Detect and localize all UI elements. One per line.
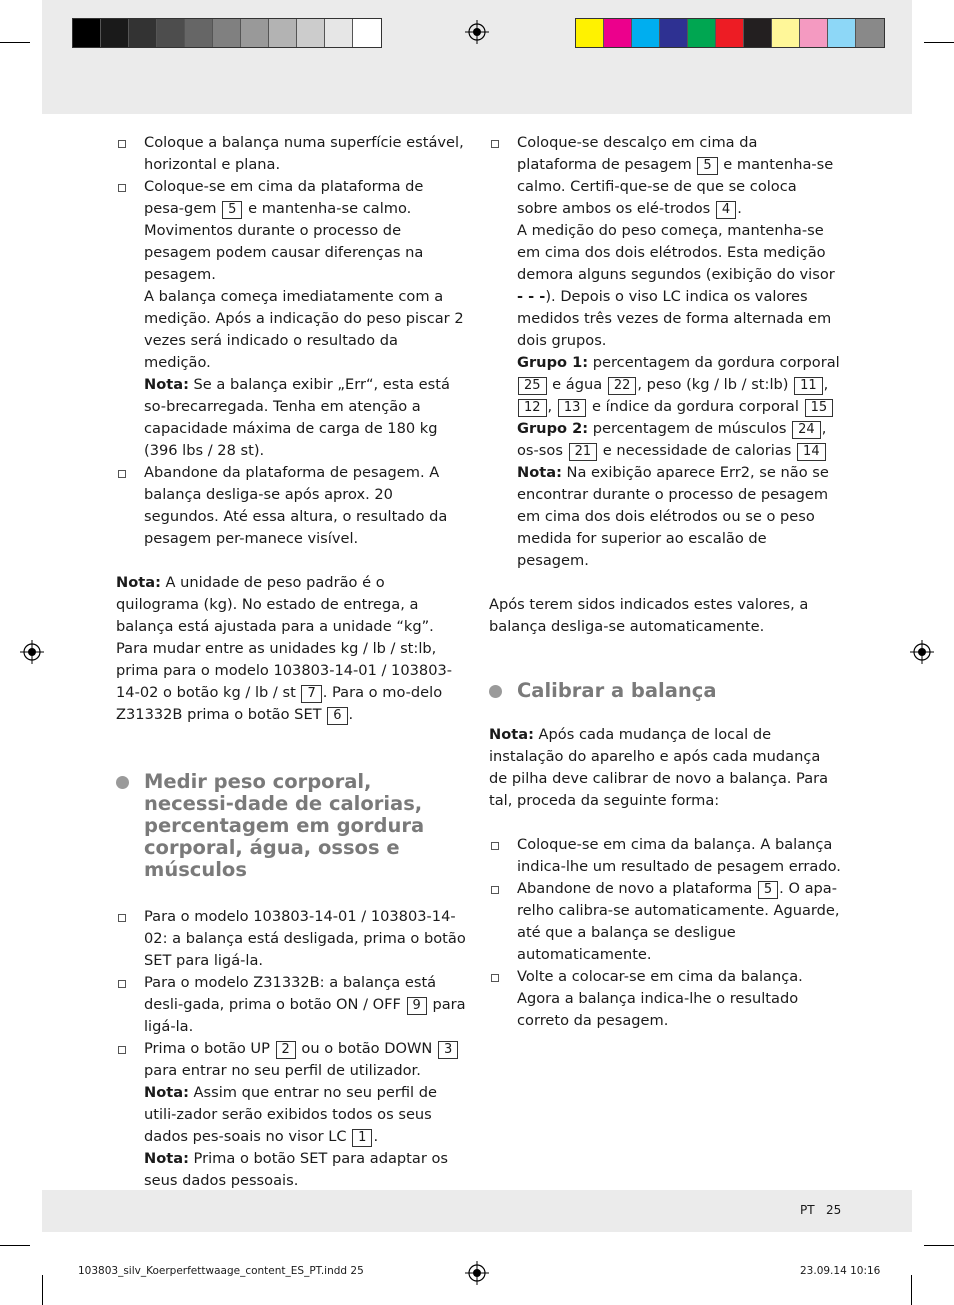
color-swatch (353, 19, 381, 47)
color-swatch (269, 19, 297, 47)
part-number-box: 24 (792, 421, 821, 439)
note-label: Nota: (144, 1084, 189, 1101)
color-swatch (800, 19, 828, 47)
part-number-box: 14 (797, 443, 826, 461)
note-label: Nota: (116, 574, 161, 591)
part-number-box: 3 (438, 1041, 458, 1059)
color-swatch (101, 19, 129, 47)
date-slug: 23.09.14 10:16 (800, 1265, 881, 1277)
list-item: Prima o botão UP 2 ou o botão DOWN 3 para entrar no seu perfil de utilizador. Nota: Assim que entrar no seu perfil de utili-zador serão exibidos todos os seus dados pes-soais no visor LC 1 . Nota: Prima o botão SET para adaptar os seus dados pessoais. (116, 1038, 466, 1192)
color-swatch (772, 19, 800, 47)
crop-mark (0, 42, 30, 43)
part-number-box: 25 (518, 377, 547, 395)
list-item: Abandone de novo a plataforma 5 . O apa-relho calibra-se automaticamente. Aguarde, até que a balança se desligue automaticamente. (489, 878, 841, 966)
part-number-box: 2 (276, 1041, 296, 1059)
crop-mark (911, 1275, 912, 1305)
part-number-box: 5 (758, 881, 778, 899)
registration-mark-icon (20, 640, 44, 664)
page-number: 25 (826, 1203, 842, 1217)
note-paragraph: Nota: A unidade de peso padrão é o quilograma (kg). No estado de entrega, a balança está ajustada para a unidade “kg”. Para mudar entre as unidades kg / lb / st:lb, prima para o modelo 103803-14-01 / 103803-14-02 o botão kg / lb / st 7 . Para o mo-delo Z31332B prima o botão SET 6 . (116, 574, 453, 723)
grayscale-color-bar (72, 18, 382, 48)
paragraph: A balança começa imediatamente com a medição. Após a indicação do peso piscar 2 vezes será indicado o resultado da medição. (144, 288, 464, 371)
list-item: Volte a colocar-se em cima da balança. Agora a balança indica-lhe o resultado correto da pesagem. (489, 966, 841, 1032)
registration-mark-icon (465, 20, 489, 44)
footer-band (42, 1190, 912, 1232)
part-number-box: 22 (608, 377, 637, 395)
list-item: Para o modelo 103803-14-01 / 103803-14-02: a balança está desligada, prima o botão SET para ligá-la. (116, 906, 466, 972)
note-label: Nota: (517, 464, 562, 481)
list-item: Coloque-se em cima da plataforma de pesa-gem 5 e mantenha-se calmo. Movimentos durante o processo de pesagem podem causar diferenças na pesagem. A balança começa imediatamente com a medição. Após a indicação do peso piscar 2 vezes será indicado o resultado da medição. Nota: Se a balança exibir „Err“, esta está so-brecarregada. Tenha em atenção a capacidade máxima de carga de 180 kg (396 lbs / 28 st). (116, 176, 466, 462)
crop-mark (924, 42, 954, 43)
section-heading: Medir peso corporal, necessi-dade de calorias, percentagem em gordura corporal, água, ossos e músculos (116, 771, 466, 881)
part-number-box: 9 (407, 997, 427, 1015)
color-swatch (213, 19, 241, 47)
note-label: Nota: (144, 376, 189, 393)
color-swatch (688, 19, 716, 47)
part-number-box: 5 (697, 157, 717, 175)
part-number-box: 21 (569, 443, 598, 461)
list-item: Coloque-se em cima da balança. A balança indica-lhe um resultado de pesagem errado. (489, 834, 841, 878)
part-number-box: 4 (716, 201, 736, 219)
color-swatch (157, 19, 185, 47)
process-color-bar (575, 18, 885, 48)
left-column (116, 132, 466, 1192)
file-slug: 103803_silv_Koerperfettwaage_content_ES_PT.indd 25 (78, 1265, 364, 1277)
color-swatch (660, 19, 688, 47)
crop-mark (0, 1245, 30, 1246)
note-label: Nota: (144, 1150, 189, 1167)
note-label: Nota: (489, 726, 534, 743)
part-number-box: 6 (327, 707, 347, 725)
right-column (489, 132, 841, 1032)
color-swatch (828, 19, 856, 47)
part-number-box: 15 (805, 399, 834, 417)
part-number-box: 13 (558, 399, 587, 417)
color-swatch (73, 19, 101, 47)
registration-mark-icon (465, 1261, 489, 1285)
color-swatch (632, 19, 660, 47)
color-swatch (297, 19, 325, 47)
color-swatch (241, 19, 269, 47)
paragraph: Após terem sidos indicados estes valores, a balança desliga-se automaticamente. (489, 596, 809, 635)
crop-mark (924, 1245, 954, 1246)
registration-mark-icon (910, 640, 934, 664)
group-label: Grupo 2: (517, 420, 589, 437)
color-swatch (325, 19, 353, 47)
list-item: Para o modelo Z31332B: a balança está desli-gada, prima o botão ON / OFF 9 para ligá-la. (116, 972, 466, 1038)
color-swatch (576, 19, 604, 47)
list-item: Coloque a balança numa superfície estável, horizontal e plana. (116, 132, 466, 176)
part-number-box: 1 (352, 1129, 372, 1147)
list-item: Coloque-se descalço em cima da plataforma de pesagem 5 e mantenha-se calmo. Certifi-que-se de que se coloca sobre ambos os elé-trodos 4 . A medição do peso começa, mantenha-se em cima dos dois elétrodos. Esta medição demora alguns segundos (exibição do visor - - -). Depois o viso LC indica os valores medidos três vezes de forma alternada em dois grupos. Grupo 1: percentagem da gordura corporal 25 e água 22 , peso (kg / lb / st:lb) 11 , 12 , 13 e índice da gordura corporal 15 Grupo 2: percentagem de músculos 24 , os-sos 21 e necessidade de calorias 14 Nota: Na exibição aparece Err2, se não se encontrar durante o processo de pesagem em cima dos dois elétrodos ou se o peso medida for superior ao escalão de pesagem. (489, 132, 841, 572)
list-item: Abandone da plataforma de pesagem. A balança desliga-se após aprox. 20 segundos. Até essa altura, o resultado da pesagem per-manece visível. (116, 462, 466, 550)
part-number-box: 7 (301, 685, 321, 703)
section-heading: Calibrar a balança (489, 680, 841, 702)
color-swatch (185, 19, 213, 47)
color-swatch (604, 19, 632, 47)
color-swatch (716, 19, 744, 47)
color-swatch (744, 19, 772, 47)
language-code: PT (800, 1203, 815, 1217)
color-swatch (856, 19, 884, 47)
crop-mark (42, 1275, 43, 1305)
note-paragraph: Nota: Após cada mudança de local de instalação do aparelho e após cada mudança de pilha deve calibrar de novo a balança. Para tal, proceda da seguinte forma: (489, 726, 829, 809)
part-number-box: 12 (518, 399, 547, 417)
display-dashes: - - - (517, 288, 546, 305)
part-number-box: 5 (222, 201, 242, 219)
color-swatch (129, 19, 157, 47)
group-label: Grupo 1: (517, 354, 589, 371)
part-number-box: 11 (794, 377, 823, 395)
